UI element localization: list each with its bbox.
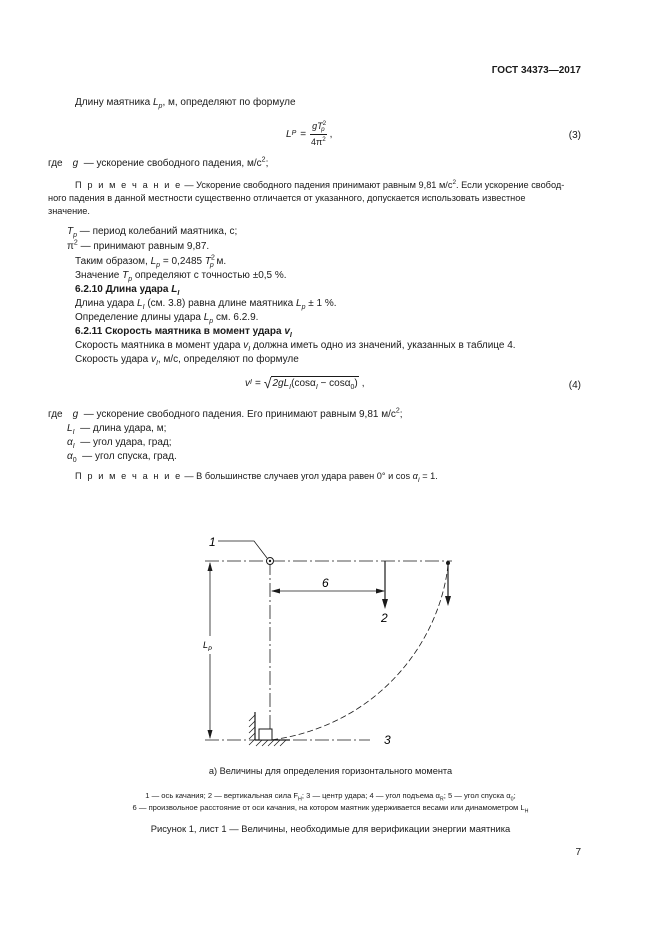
def-pi: $\pi^2$ — принимают равным 9,87.	[67, 239, 210, 252]
label-1-leader	[218, 541, 267, 558]
page-number: 7	[575, 847, 581, 858]
section-6-2-11-heading: 6.2.11 Скорость маятника в момент удара $v_I$	[75, 326, 292, 339]
label-6: 6	[322, 576, 329, 590]
value-line: Значение $T_p$ определяют с точностью ±0,5 %.	[75, 270, 287, 283]
where-g-line: где g — ускорение свободного падения, $м/с^2$;	[48, 156, 269, 169]
where2-alpha0-line: $\alpha_0$ — угол спуска, град.	[67, 451, 177, 464]
where2-g-line: где g — ускорение свободного падения. Его принимают равным 9,81 $м/с^2$;	[48, 407, 403, 420]
equation-4: v I = √ $2gL_I(\cos\alpha_I - \cos\alpha_0)$ ,	[245, 375, 365, 391]
thus-line: Таким образом, $L_p = 0,2485$ $T^2_p$ м.	[75, 254, 227, 269]
note-2: П р и м е ч а н и е — В большинстве случаев угол удара равен 0° и $\cos \alpha_I = 1$.	[75, 471, 438, 484]
note-1-line-3: значение.	[48, 206, 90, 216]
impact-block	[259, 729, 272, 740]
note-1-line-2: ного падения в данной местности существенно отличается от указанного, допускается использовать известное	[48, 193, 526, 203]
def-tp: $T_p$ — период колебаний маятника, с;	[67, 226, 238, 239]
standard-header: ГОСТ 34373—2017	[491, 65, 581, 76]
section-6-2-11-p1: Скорость маятника в момент удара $v_I$ должна иметь одно из значений, указанных в таблице 4.	[75, 340, 516, 353]
where2-alpha-line: $\alpha_I$ — угол удара, град;	[67, 437, 172, 450]
label-lp: $L_P$	[203, 640, 213, 653]
label-3: 3	[384, 733, 391, 747]
figure-legend-line-2: 6 — произвольное расстояние от оси качания, на котором маятник удерживается весами или динамометром $L_H$	[132, 803, 529, 815]
figure-legend-line-1: 1 — ось качания; 2 — вертикальная сила $F_H$; 3 — центр удара; 4 — угол подъема $\alpha_R$; 5 — угол спуска $\alpha_0$;	[145, 791, 516, 803]
section-6-2-10-p2: Определение длины удара $L_p$ см. 6.2.9.	[75, 312, 259, 325]
label-1: 1	[209, 535, 216, 549]
section-6-2-10-p1: Длина удара $L_I$ (см. 3.8) равна длине маятника $L_p \pm 1$ %.	[75, 298, 337, 311]
pendulum-diagram	[0, 520, 661, 760]
figure-subcaption: а) Величины для определения горизонтального момента	[208, 766, 453, 776]
equation-3-number: (3)	[568, 130, 581, 141]
equation-4-number: (4)	[568, 380, 581, 391]
section-6-2-10-heading: 6.2.10 Длина удара $L_I$	[75, 284, 180, 297]
section-6-2-11-p2: Скорость удара $v_I$, м/с, определяют по формуле	[75, 354, 299, 367]
where2-l-line: $L_I$ — длина удара, м;	[67, 423, 167, 436]
figure-caption: Рисунок 1, лист 1 — Величины, необходимые для верификации энергии маятника	[150, 823, 511, 834]
note-1-line-1: П р и м е ч а н и е — Ускорение свободного падения принимают равным 9,81 $м/с^2$. Если ускорение свобод-	[75, 178, 565, 190]
equation-3: L P = $\frac{gT^2_p}{4\pi^2}$ ,	[286, 119, 333, 147]
intro-line: Длину маятника $L_p$, м, определяют по формуле	[75, 97, 296, 110]
label-2: 2	[381, 611, 388, 625]
